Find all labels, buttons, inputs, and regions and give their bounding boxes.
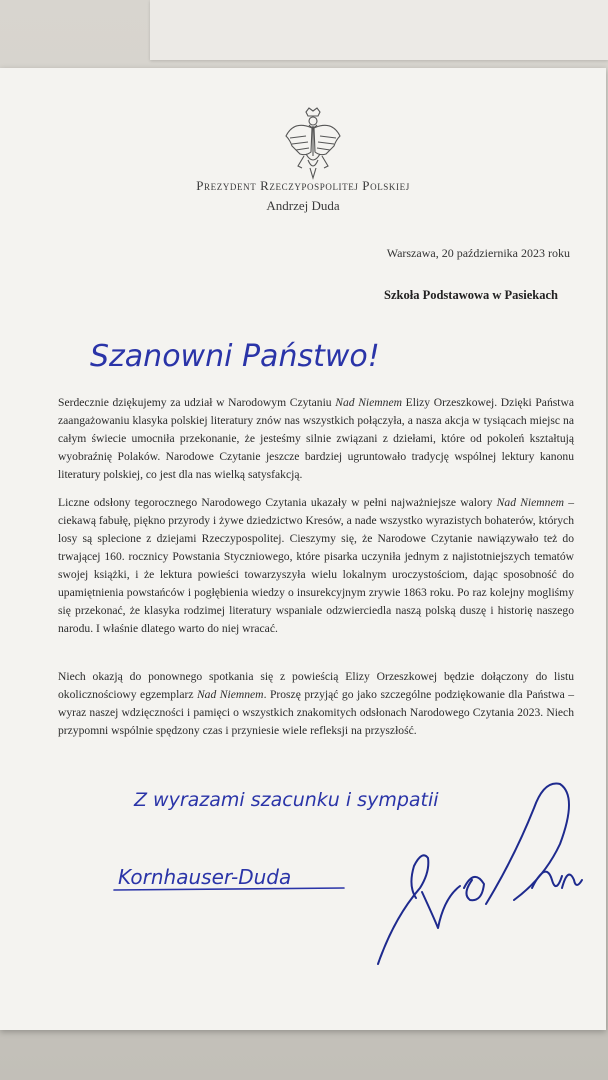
signature-president: [364, 768, 584, 966]
signature-spouse-text: Kornhauser-Duda: [118, 865, 292, 889]
paragraph-1: [58, 394, 574, 484]
paragraph-2: [58, 494, 574, 638]
closing-text: Z wyrazami szacunku i sympatii: [134, 789, 439, 811]
white-eagle-emblem-icon: [282, 106, 344, 180]
paragraph-1-text-c: Elizy Orzeszkowej. Dzięki Państwa zaangażowaniu klasyka polskiej literatury znów nas wszystkich połączyła, a nasza akcja w tysiącach miejsc na całym świecie umocniła przekonanie, że jesteśmy silnie związani z dziełami, które od pokoleń kształtują wyobraźnię Polaków. Narodowe Czytanie jeszcze bardziej ugruntowało tradycję wspólnej lektury kanonu literatury polskiej, co jest dla nas wielką satysfakcją.: [58, 396, 574, 481]
paragraph-2-book-title: Nad Niemnem: [496, 496, 564, 509]
paragraph-1-book-title: Nad Niemnem: [335, 396, 402, 409]
paragraph-3-text-a: Niech okazją do ponownego spotkania się z powieścią Elizy Orzeszkowej będzie dołączony do listu okolicznościowy egzemplarz: [58, 670, 574, 701]
paragraph-1-text-a: Serdecznie dziękujemy za udział w Narodowym Czytaniu: [58, 396, 336, 409]
header-name: Andrzej Duda: [266, 198, 340, 213]
paragraph-3: [58, 668, 574, 740]
salutation-text: Szanowni Państwo!: [90, 339, 380, 374]
letter-sheet: [0, 68, 606, 1030]
header-title: Prezydent Rzeczypospolitej Polskiej: [196, 178, 410, 193]
signature-spouse: [112, 850, 352, 900]
handwritten-salutation: [88, 304, 380, 386]
recipient: Szkoła Podstawowa w Pasiekach: [384, 288, 558, 302]
paragraph-3-book-title: Nad Niemnem: [196, 688, 264, 701]
place-date: Warszawa, 20 października 2023 roku: [386, 246, 570, 260]
paragraph-2-text-c: – ciekawą fabułę, piękno przyrody i żywe dziedzictwo Kresów, a nade wszystko wyrazistych bohaterów, których losy są splecione z dziejami Rzeczypospolitej. Cieszymy się, że Narodowe Czytanie nawiązywało też do trwającej 160. rocznicy Powstania Styczniowego, które pisarka uczyniła jednym z najistotniejszych tematów swojej książki, i że lektura powieści towarzyszyła wielu lokalnym uroczystościom, dając sposobność do upamiętnienia powstańców i pogłębienia wiedzy o insurekcyjnym zrywie 1863 roku. Po raz kolejny mogliśmy się przekonać, że klasyka rodzimej literatury wspaniale odzwierciedla naszą polską duszę i historię naszego narodu. I właśnie dlatego warto do niej wracać.: [58, 496, 575, 635]
paragraph-3-text-c: . Proszę przyjąć go jako szczególne podziękowanie dla Państwa – wyraz naszej wdzięczności i pamięci o wszystkich znakomitych odsłonach Narodowego Czytania 2023. Niech przypomni wspólnie spędzony czas i przyniesie wiele refleksji na przyszłość.: [58, 688, 574, 737]
paragraph-2-text-a: Liczne odsłony tegorocznego Narodowego Czytania ukazały w pełni najważniejsze walory: [58, 496, 497, 509]
background-sheet: [150, 0, 608, 60]
